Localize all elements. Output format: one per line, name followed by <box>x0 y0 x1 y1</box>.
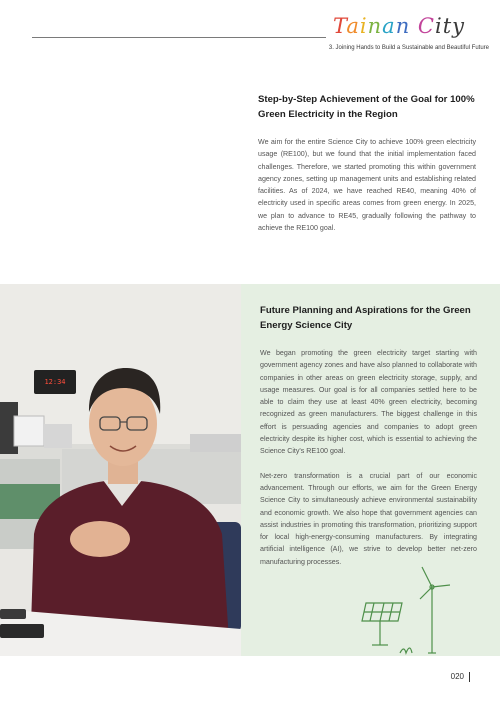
logo-letter: i <box>359 14 368 38</box>
section-future-body-2: Net-zero transformation is a crucial part of our economic advancement. Through our efforts, we aim for the Green Energy Science City to simultaneously achieve environmental sustainability and economic growth. We also hope that government agencies can assist industries in promoting this transformation, prioritizing support for local high-energy-consuming manufacturers. By integrating artificial intelligence (AI), we strive to develop better net-zero manufacturing processes. <box>260 471 477 566</box>
logo-letter: n <box>395 14 411 38</box>
logo-letter <box>410 14 418 38</box>
section-future-heading: Future Planning and Aspirations for the Green Energy Science City <box>260 305 471 331</box>
logo <box>333 14 493 42</box>
section-re100 <box>258 92 476 234</box>
logo-letter: y <box>452 14 466 38</box>
wind-solar-sketch-icon <box>360 565 450 655</box>
logo-letter: n <box>367 14 383 38</box>
logo-wordmark <box>333 14 493 38</box>
photo-illustration <box>0 284 241 656</box>
section-future <box>260 303 477 568</box>
logo-letter: a <box>346 14 360 38</box>
header-subtitle: 3. Joining Hands to Build a Sustainable and Beautiful Future <box>328 45 489 51</box>
logo-letter: t <box>442 14 453 38</box>
logo-letter: T <box>333 14 347 38</box>
page-number-divider <box>469 672 470 682</box>
section-re100-heading: Step-by-Step Achievement of the Goal for 100% Green Electricity in the Region <box>258 94 475 120</box>
page-number: 020 <box>450 672 464 681</box>
section-re100-body: We aim for the entire Science City to achieve 100% green electricity usage (RE100), but we found that the initial implementation faced challenges. Therefore, we started promoting this within government agency zones, setting up management units and establishing related facilities. As of 2024, we have reached RE40, meaning 40% of electricity used in specific areas comes from green energy. In 2025, we plan to advance to RE45, gradually following the pathway to achieve the RE100 goal. <box>258 138 476 233</box>
section-future-body-1: We began promoting the green electricity target starting with government agency zones and have also planned to collaborate with companies in other areas on green electricity storage, supply, and usage measures. Our goal is for all companies settled here to be able to claim they use at least 40% green electricity, becoming recognized as green manufacturers. The biggest challenge in this effort is persuading agencies and companies to adopt green electricity despite its higher cost, which is essential to achieving the Science City's RE100 goal. <box>260 349 477 456</box>
logo-letter: C <box>417 14 435 38</box>
clock-display: 12:34 <box>44 378 66 386</box>
header-rule <box>32 37 326 38</box>
logo-letter: a <box>382 14 396 38</box>
logo-letter: i <box>435 14 443 38</box>
interview-photo <box>0 284 241 656</box>
